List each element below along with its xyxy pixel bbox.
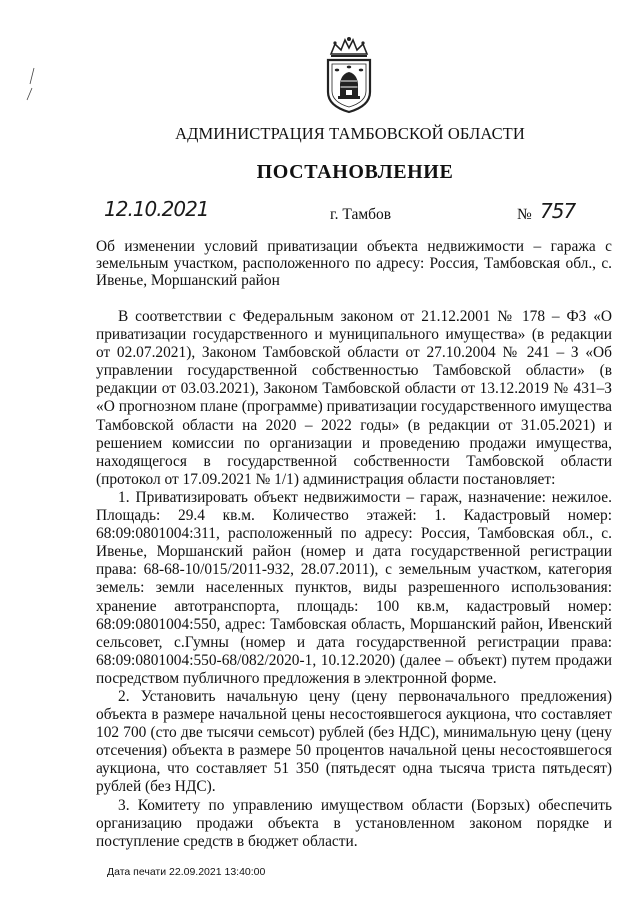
handwritten-date: 12.10.2021: [104, 197, 209, 221]
clause-2-paragraph: 2. Установить начальную цену (цену первоначального предложения) объекта в размере начальной цены несостоявшегося аукциона, что составляет 102 700 (сто две тысячи семьсот) рублей (без НДС), минимальную цену (цену отсечения) объекта в размере 50 процентов начальной цены несостоявшегося аукциона, что составляет 51 350 (пятьдесят одна тысяча триста пятьдесят) рублей (без НДС).: [96, 687, 612, 796]
print-date-footer: Дата печати 22.09.2021 13:40:00: [107, 866, 266, 878]
number-label: №: [517, 206, 532, 223]
document-subject: Об изменении условий приватизации объекта недвижимости – гаража с земельным участком, расположенного по адресу: Россия, Тамбовская обл., с. Ивенье, Моршанский район: [96, 238, 612, 289]
preamble-paragraph: В соответствии с Федеральным законом от 21.12.2001 № 178 – ФЗ «О приватизации государственного и муниципального имущества» (в редакции от 02.07.2021), Законом Тамбовской области от 27.10.2004 № 241 – З «Об управлении государственной собственностью Тамбовской области» (в редакции от 03.03.2021), Законом Тамбовской области от 13.12.2019 № 431–З «О прогнозном плане (программе) приватизации государственного имущества Тамбовской области на 2020 – 2022 годы» (в редакции от 31.05.2021) и решением комиссии по организации и проведению продажи имущества, находящегося в государственной собственности Тамбовской области (протокол от 17.09.2021 № 1/1) администрация области постановляет:: [96, 308, 612, 488]
handwritten-number: 757: [540, 199, 576, 223]
clause-1-paragraph: 1. Приватизировать объект недвижимости – гараж, назначение: нежилое. Площадь: 29.4 кв.м. Количество этажей: 1. Кадастровый номер: 68:09:0801004:311, расположенный по адресу: Россия, Тамбовская обл., с. Ивенье, Моршанский район (номер и дата государственной регистрации права: 68-68-10/015/2011-932, 28.07.2011), с земельным участком, категория земель: земли населенных пунктов, виды разрешенного использования: хранение автотранспорта, площадь: 100 кв.м, кадастровый номер: 68:09:0801004:550, адрес: Тамбовская область, Моршанский район, Ивенский сельсовет, с.Гумны (номер и дата государственной регистрации права: 68:09:0801004:550-68/082/2020-1, 10.12.2020) (далее – объект) путем продажи посредством публичного предложения в электронной форме.: [96, 488, 612, 687]
clause-3-paragraph: 3. Комитету по управлению имуществом области (Борзых) обеспечить организацию продажи объекта в установленном законом порядке и поступление средств в бюджет области.: [96, 796, 612, 850]
city-name: г. Тамбов: [330, 206, 392, 223]
coat-of-arms-icon: [321, 36, 377, 114]
document-body: [96, 308, 612, 851]
organization-name: АДМИНИСТРАЦИЯ ТАМБОВСКОЙ ОБЛАСТИ: [175, 124, 525, 143]
stray-pen-mark: [24, 66, 40, 102]
document-type-title: ПОСТАНОВЛЕНИЕ: [256, 161, 454, 183]
